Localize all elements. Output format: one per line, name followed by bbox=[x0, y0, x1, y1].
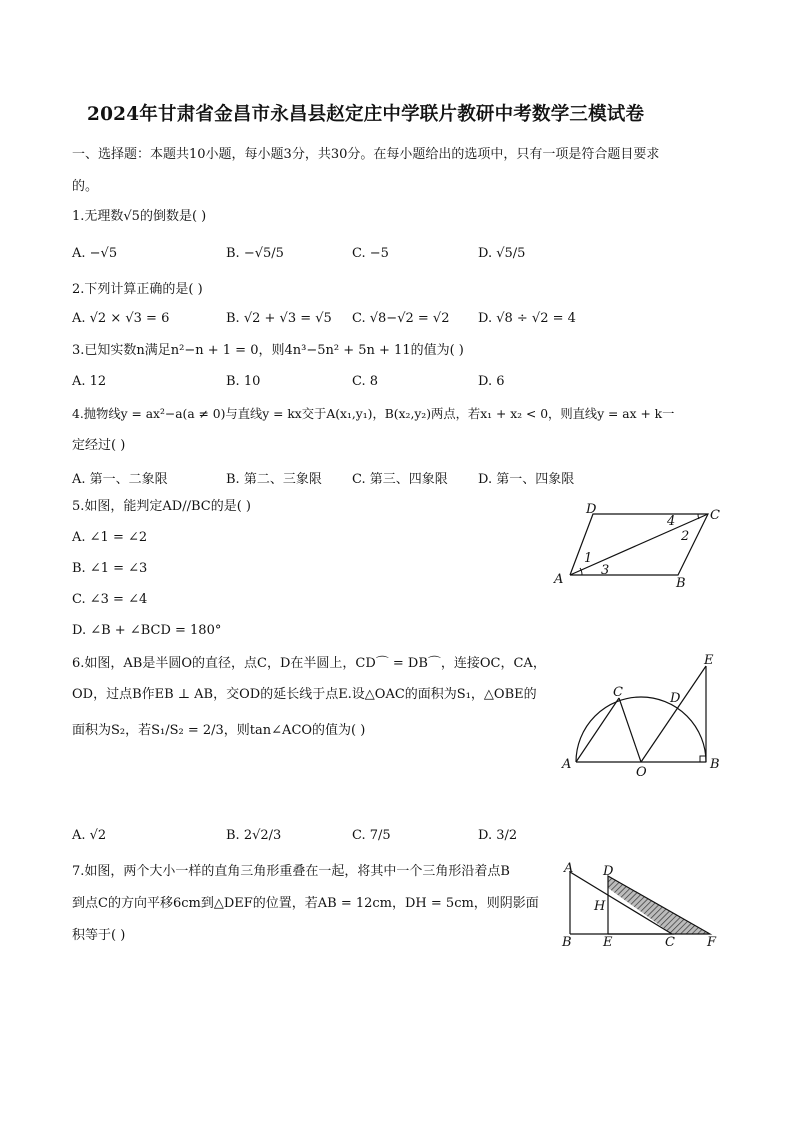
question-5-stem: 5.如图，能判定AD//BC的是( ) bbox=[72, 499, 251, 514]
q6-option-d[interactable]: D. 3/2 bbox=[478, 828, 518, 843]
q4-option-d[interactable]: D. 第一、四象限 bbox=[478, 472, 575, 487]
label-C: C bbox=[665, 935, 675, 950]
q6-option-a[interactable]: A. √2 bbox=[72, 828, 107, 843]
label-O: O bbox=[636, 765, 647, 780]
section-header: 一、选择题：本题共10小题，每小题3分，共30分。在每小题给出的选项中，只有一项是符合题目要求 bbox=[72, 147, 660, 162]
q4-option-b[interactable]: B. 第二、三象限 bbox=[226, 472, 322, 487]
label-D: D bbox=[670, 691, 681, 706]
q1-option-d[interactable]: D. √5/5 bbox=[478, 246, 526, 261]
q6-option-c[interactable]: C. 7/5 bbox=[352, 828, 391, 843]
question-7-stem-cont1: 到点C的方向平移6cm到△DEF的位置，若AB = 12cm，DH = 5cm，则阴影面 bbox=[72, 896, 539, 911]
label-H: H bbox=[594, 899, 606, 914]
q3-option-b[interactable]: B. 10 bbox=[226, 374, 261, 389]
q5-parallelogram-figure bbox=[548, 498, 728, 594]
label-A: A bbox=[564, 861, 574, 876]
label-D: D bbox=[586, 502, 597, 517]
angle-2: 2 bbox=[681, 529, 690, 544]
q7-triangles-figure bbox=[556, 860, 726, 952]
q3-option-c[interactable]: C. 8 bbox=[352, 374, 379, 389]
label-C: C bbox=[613, 685, 623, 700]
q3-option-d[interactable]: D. 6 bbox=[478, 374, 505, 389]
label-A: A bbox=[554, 572, 564, 587]
page-title: 2024年甘肃省金昌市永昌县赵定庄中学联片教研中考数学三模试卷 bbox=[87, 104, 645, 125]
q5-option-d[interactable]: D. ∠B + ∠BCD = 180° bbox=[72, 623, 222, 638]
section-header-cont: 的。 bbox=[72, 179, 99, 194]
q5-option-c[interactable]: C. ∠3 = ∠4 bbox=[72, 592, 148, 607]
label-D: D bbox=[603, 864, 614, 879]
question-1-stem: 1.无理数√5的倒数是( ) bbox=[72, 209, 207, 224]
angle-4: 4 bbox=[667, 514, 676, 529]
q5-option-b[interactable]: B. ∠1 = ∠3 bbox=[72, 561, 148, 576]
q6-semicircle-figure bbox=[556, 650, 726, 785]
label-B: B bbox=[676, 576, 686, 591]
label-C: C bbox=[710, 508, 720, 523]
q2-option-a[interactable]: A. √2 × √3 = 6 bbox=[72, 311, 170, 326]
question-6-stem: 6.如图，AB是半圆O的直径，点C，D在半圆上，CD⌒ = DB⌒，连接OC，CA， bbox=[72, 656, 546, 671]
label-B: B bbox=[562, 935, 572, 950]
question-7-stem: 7.如图，两个大小一样的直角三角形重叠在一起，将其中一个三角形沿着点B bbox=[72, 864, 510, 879]
q1-option-b[interactable]: B. −√5/5 bbox=[226, 246, 284, 261]
q2-option-b[interactable]: B. √2 + √3 = √5 bbox=[226, 311, 332, 326]
q1-option-a[interactable]: A. −√5 bbox=[72, 246, 118, 261]
label-A: A bbox=[562, 757, 572, 772]
q6-option-b[interactable]: B. 2√2/3 bbox=[226, 828, 282, 843]
q5-option-a[interactable]: A. ∠1 = ∠2 bbox=[72, 530, 148, 545]
q2-option-d[interactable]: D. √8 ÷ √2 = 4 bbox=[478, 311, 576, 326]
q4-option-c[interactable]: C. 第三、四象限 bbox=[352, 472, 448, 487]
label-F: F bbox=[707, 935, 717, 950]
question-7-stem-cont2: 积等于( ) bbox=[72, 928, 126, 943]
question-6-stem-cont2: 面积为S₂，若S₁/S₂ = 2/3，则tan∠ACO的值为( ) bbox=[72, 723, 366, 738]
angle-3: 3 bbox=[601, 563, 610, 578]
question-4-stem-cont: 定经过( ) bbox=[72, 438, 126, 453]
question-2-stem: 2.下列计算正确的是( ) bbox=[72, 282, 203, 297]
label-E: E bbox=[704, 653, 714, 668]
label-E: E bbox=[603, 935, 613, 950]
question-4-stem: 4.抛物线y = ax²−a(a ≠ 0)与直线y = kx交于A(x₁,y₁)，B(x₂,y₂)两点，若x₁ + x₂ < 0，则直线y = ax + k一 bbox=[72, 407, 675, 421]
angle-1: 1 bbox=[584, 551, 593, 566]
q2-option-c[interactable]: C. √8−√2 = √2 bbox=[352, 311, 450, 326]
q4-option-a[interactable]: A. 第一、二象限 bbox=[72, 472, 168, 487]
question-3-stem: 3.已知实数n满足n²−n + 1 = 0，则4n³−5n² + 5n + 11的值为( ) bbox=[72, 343, 464, 358]
question-6-stem-cont1: OD，过点B作EB ⊥ AB，交OD的延长线于点E.设△OAC的面积为S₁，△OBE的 bbox=[72, 687, 537, 702]
q1-option-c[interactable]: C. −5 bbox=[352, 246, 389, 261]
q3-option-a[interactable]: A. 12 bbox=[72, 374, 107, 389]
label-B: B bbox=[710, 757, 720, 772]
